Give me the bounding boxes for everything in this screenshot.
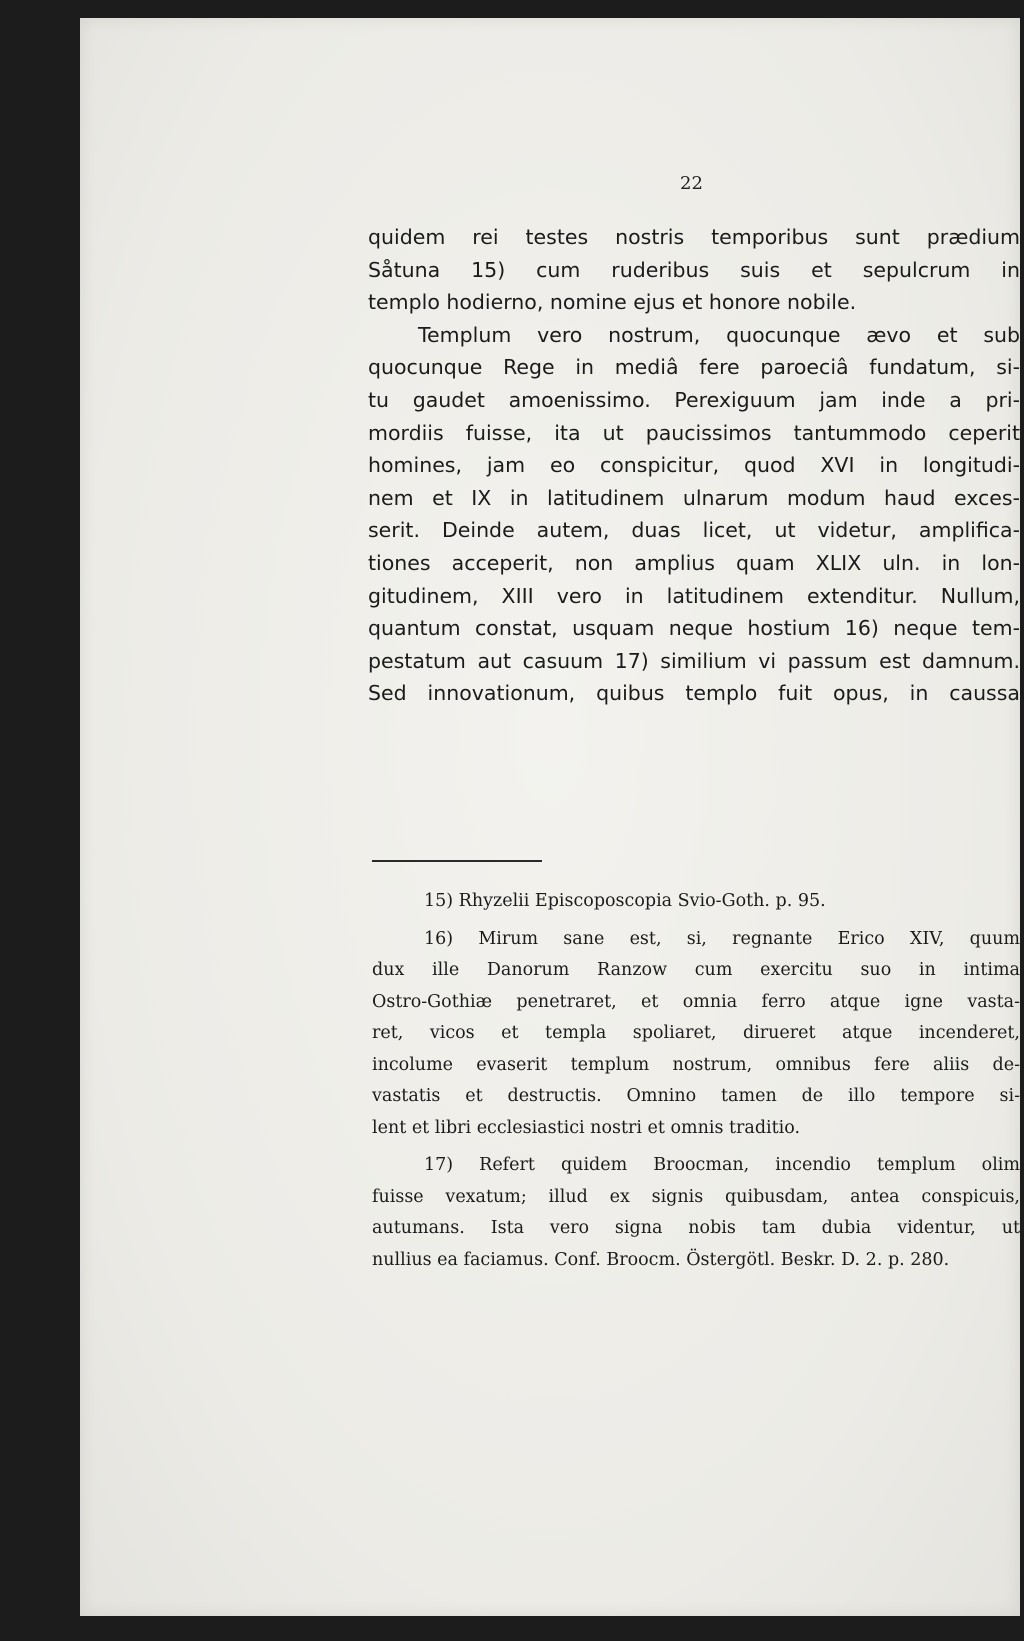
body-line: quidem rei testes nostris temporibus sunt prædium: [368, 225, 1020, 249]
footnote-line: lent et libri ecclesiastici nostri et omnis traditio.: [372, 1117, 801, 1138]
body-line: mordiis fuisse, ita ut paucissimos tantummodo ceperit: [368, 420, 1020, 445]
footnotes: [372, 886, 1020, 1276]
body-line: nem et IX in latitudinem ulnarum modum haud exces-: [368, 485, 1020, 510]
body-line: Templum vero nostrum, quocunque ævo et sub: [418, 322, 1020, 347]
body-line: templo hodierno, nomine ejus et honore nobile.: [368, 290, 857, 315]
footnote-line: dux ille Danorum Ranzow cum exercitu suo in intima: [372, 960, 1020, 980]
footnote-line: autumans. Ista vero signa nobis tam dubia videntur, ut: [372, 1218, 1020, 1238]
page-number: 22: [680, 173, 703, 194]
footnote-line: incolume evaserit templum nostrum, omnibus fere aliis de-: [372, 1054, 1020, 1075]
footnote-line: vastatis et destructis. Omnino tamen de illo tempore si-: [372, 1086, 1020, 1106]
footnote-line: fuisse vexatum; illud ex signis quibusdam, antea conspicuis,: [372, 1186, 1020, 1207]
body-line: tiones acceperit, non amplius quam XLIX uln. in lon-: [368, 550, 1020, 575]
scanned-page: [80, 18, 1020, 1616]
body-line: homines, jam eo conspicitur, quod XVI in longitudi-: [368, 453, 1020, 478]
main-text: [368, 221, 1020, 710]
footnote-line: ret, vicos et templa spoliaret, dirueret atque incenderet,: [372, 1023, 1020, 1043]
footnote-line: 17) Refert quidem Broocman, incendio templum olim: [424, 1155, 1020, 1175]
body-line: quantum constat, usquam neque hostium 16) neque tem-: [368, 616, 1020, 641]
body-line: Sed innovationum, quibus templo fuit opus, in caussa: [368, 681, 1020, 706]
body-line: pestatum aut casuum 17) similium vi passum est damnum.: [368, 648, 1020, 673]
body-line: quocunque Rege in mediâ fere paroeciâ fundatum, si-: [368, 355, 1020, 380]
footnote-line: nullius ea faciamus. Conf. Broocm. Östergötl. Beskr. D. 2. p. 280.: [372, 1249, 950, 1270]
body-line: gitudinem, XIII vero in latitudinem extenditur. Nullum,: [368, 583, 1020, 608]
body-line: serit. Deinde autem, duas licet, ut videtur, amplifica-: [368, 518, 1020, 543]
footnote-line: 15) Rhyzelii Episcoposcopia Svio-Goth. p. 95.: [424, 891, 826, 911]
footnote-line: Ostro-Gothiæ penetraret, et omnia ferro atque igne vasta-: [372, 991, 1020, 1012]
body-line: tu gaudet amoenissimo. Perexiguum jam inde a pri-: [368, 387, 1020, 412]
body-line: Såtuna 15) cum ruderibus suis et sepulcrum in: [368, 257, 1020, 282]
footnote-line: 16) Mirum sane est, si, regnante Erico XIV, quum: [424, 928, 1020, 949]
footnote-rule: [372, 860, 542, 862]
